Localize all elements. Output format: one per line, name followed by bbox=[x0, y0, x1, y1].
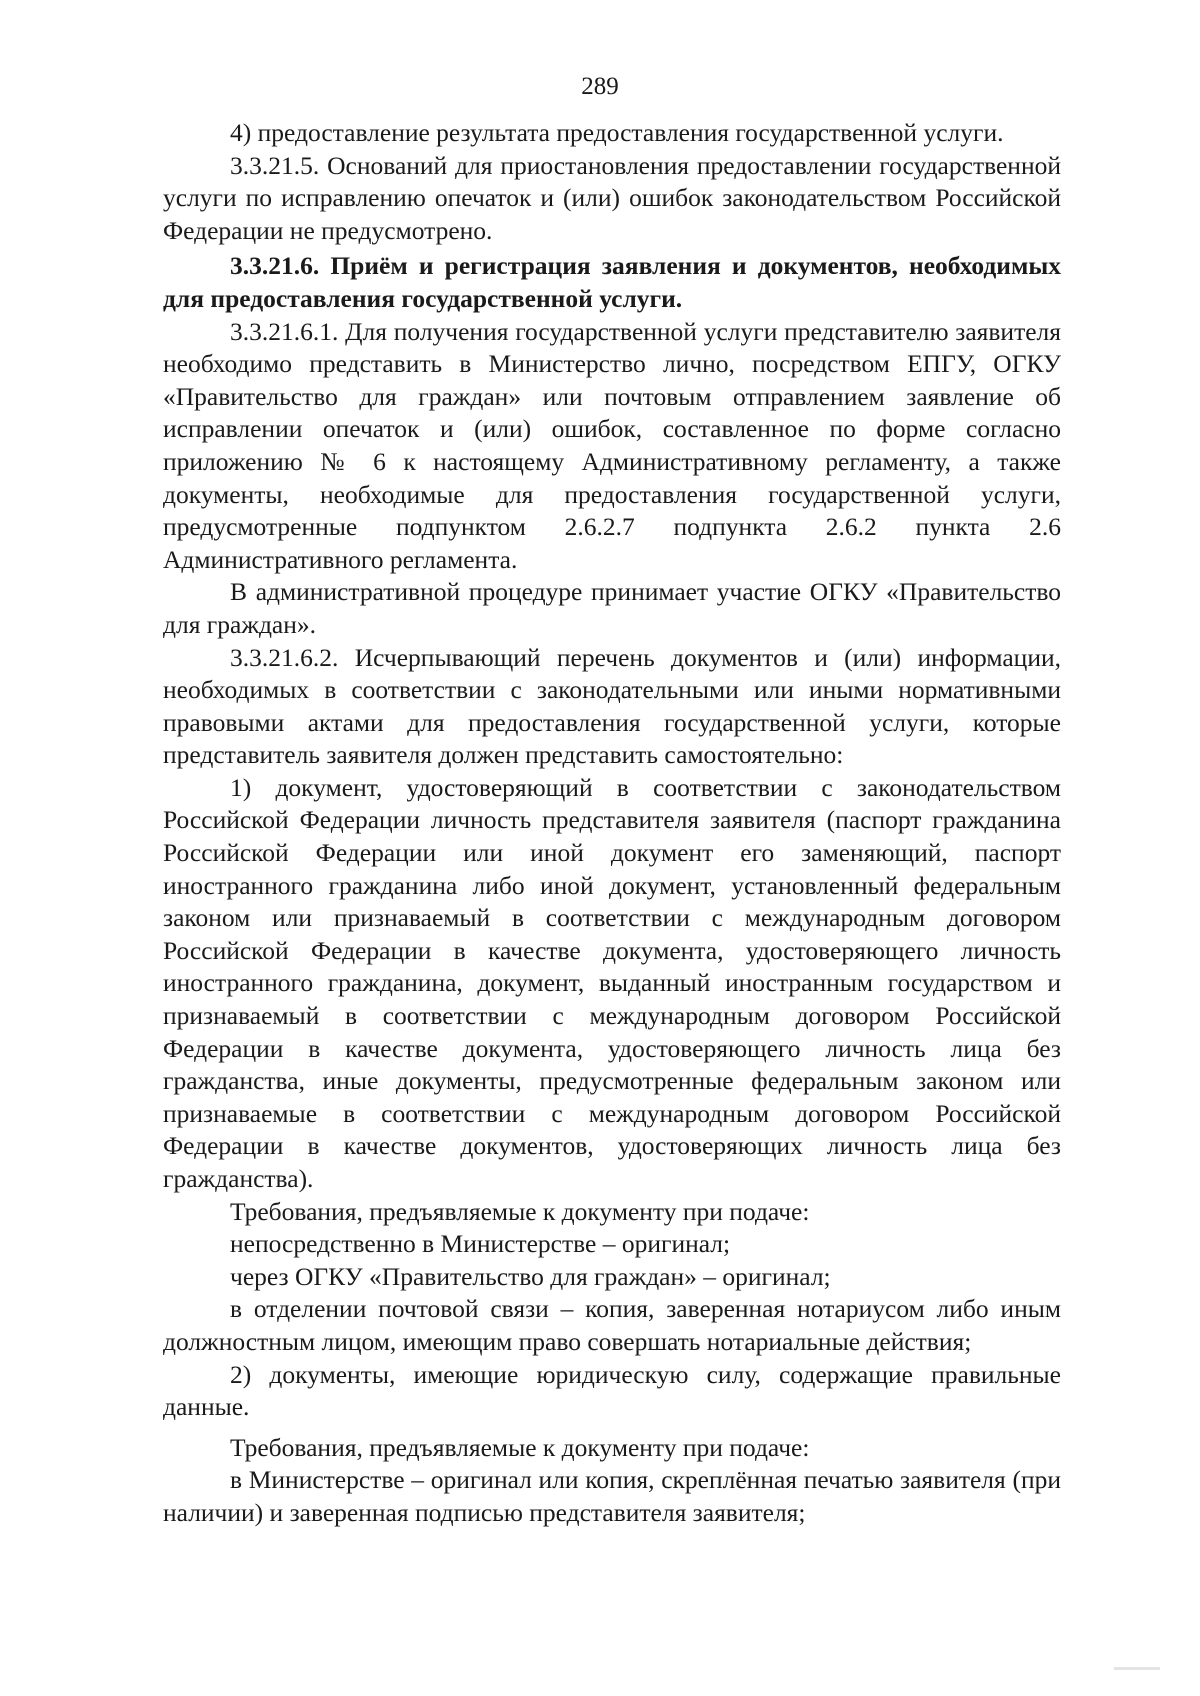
page-number: 289 bbox=[581, 73, 619, 100]
paragraph-postal-copy: в отделении почтовой связи – копия, заверенная нотариусом либо иным должностным лицом, имеющим право совершать нотариальные действия; bbox=[163, 1294, 1061, 1356]
paragraph-ministry-original: непосредственно в Министерстве – оригинал; bbox=[230, 1229, 731, 1259]
paragraph-procedure-participant: В административной процедуре принимает участие ОГКУ «Правительство для граждан». bbox=[163, 577, 1061, 639]
paragraph-3-3-21-5: 3.3.21.5. Оснований для приостановления предоставлении государственной услуги по исправлению опечаток и (или) ошибок законодательством Российской Федерации не предусмотрено. bbox=[163, 150, 1061, 245]
paragraph-legal-documents: 2) документы, имеющие юридическую силу, содержащие правильные данные. bbox=[163, 1359, 1061, 1422]
paragraph-ogku-original: через ОГКУ «Правительство для граждан» – оригинал; bbox=[230, 1261, 831, 1291]
paragraph-result-provision: 4) предоставление результата предоставления государственной услуги. bbox=[230, 118, 1004, 147]
paragraph-3-3-21-6-1: 3.3.21.6.1. Для получения государственной услуги представителю заявителя необходимо представить в Министерство лично, посредством ЕПГУ, ОГКУ «Правительство для граждан» или почтовым отправлением заявление об исправлении опечаток и (или) ошибок, составленное по форме согласно приложению № 6 к настоящему Административному регламенту, а также документы, необходимые для предоставления государственной услуги, предусмотренные подпунктом 2.6.2.7 подпункта 2.6.2 пункта 2.6 Административного регламента. bbox=[163, 316, 1061, 574]
paragraph-3-3-21-6-2: 3.3.21.6.2. Исчерпывающий перечень документов и (или) информации, необходимых в соответствии с законодательными или иными нормативными правовыми актами для предоставления государственной услуги, которые представитель заявителя должен представить самостоятельно: bbox=[163, 642, 1061, 770]
paragraph-identity-document: 1) документ, удостоверяющий в соответствии с законодательством Российской Федерации личность представителя заявителя (паспорт гражданина Российской Федерации или иной документ его заменяющий, паспорт иностранного гражданина либо иной документ, установленный федеральным законом или признаваемый в соответствии с международным договором Российской Федерации в качестве документа, удостоверяющего личность иностранного гражданина, документ, выданный иностранным государством и признаваемый в соответствии с международным договором Российской Федерации в качестве документа, удостоверяющего личность лица без гражданства, иные документы, предусмотренные федеральным законом или признаваемые в соответствии с международным договором Российской Федерации в качестве документов, удостоверяющих личность лица без гражданства). bbox=[163, 772, 1061, 1193]
paragraph-requirements-2: Требования, предъявляемые к документу при подаче: bbox=[230, 1432, 810, 1462]
document-body bbox=[163, 117, 1061, 1530]
paragraph-ministry-original-or-copy: в Министерстве – оригинал или копия, скреплённая печатью заявителя (при наличии) и заверенная подписью представителя заявителя; bbox=[163, 1465, 1061, 1527]
scan-artifact bbox=[1114, 1667, 1160, 1670]
paragraph-3-3-21-6-heading: 3.3.21.6. Приём и регистрация заявления и документов, необходимых для предоставления государственной услуги. bbox=[163, 251, 1061, 313]
paragraph-requirements-1: Требования, предъявляемые к документу при подаче: bbox=[230, 1196, 810, 1226]
